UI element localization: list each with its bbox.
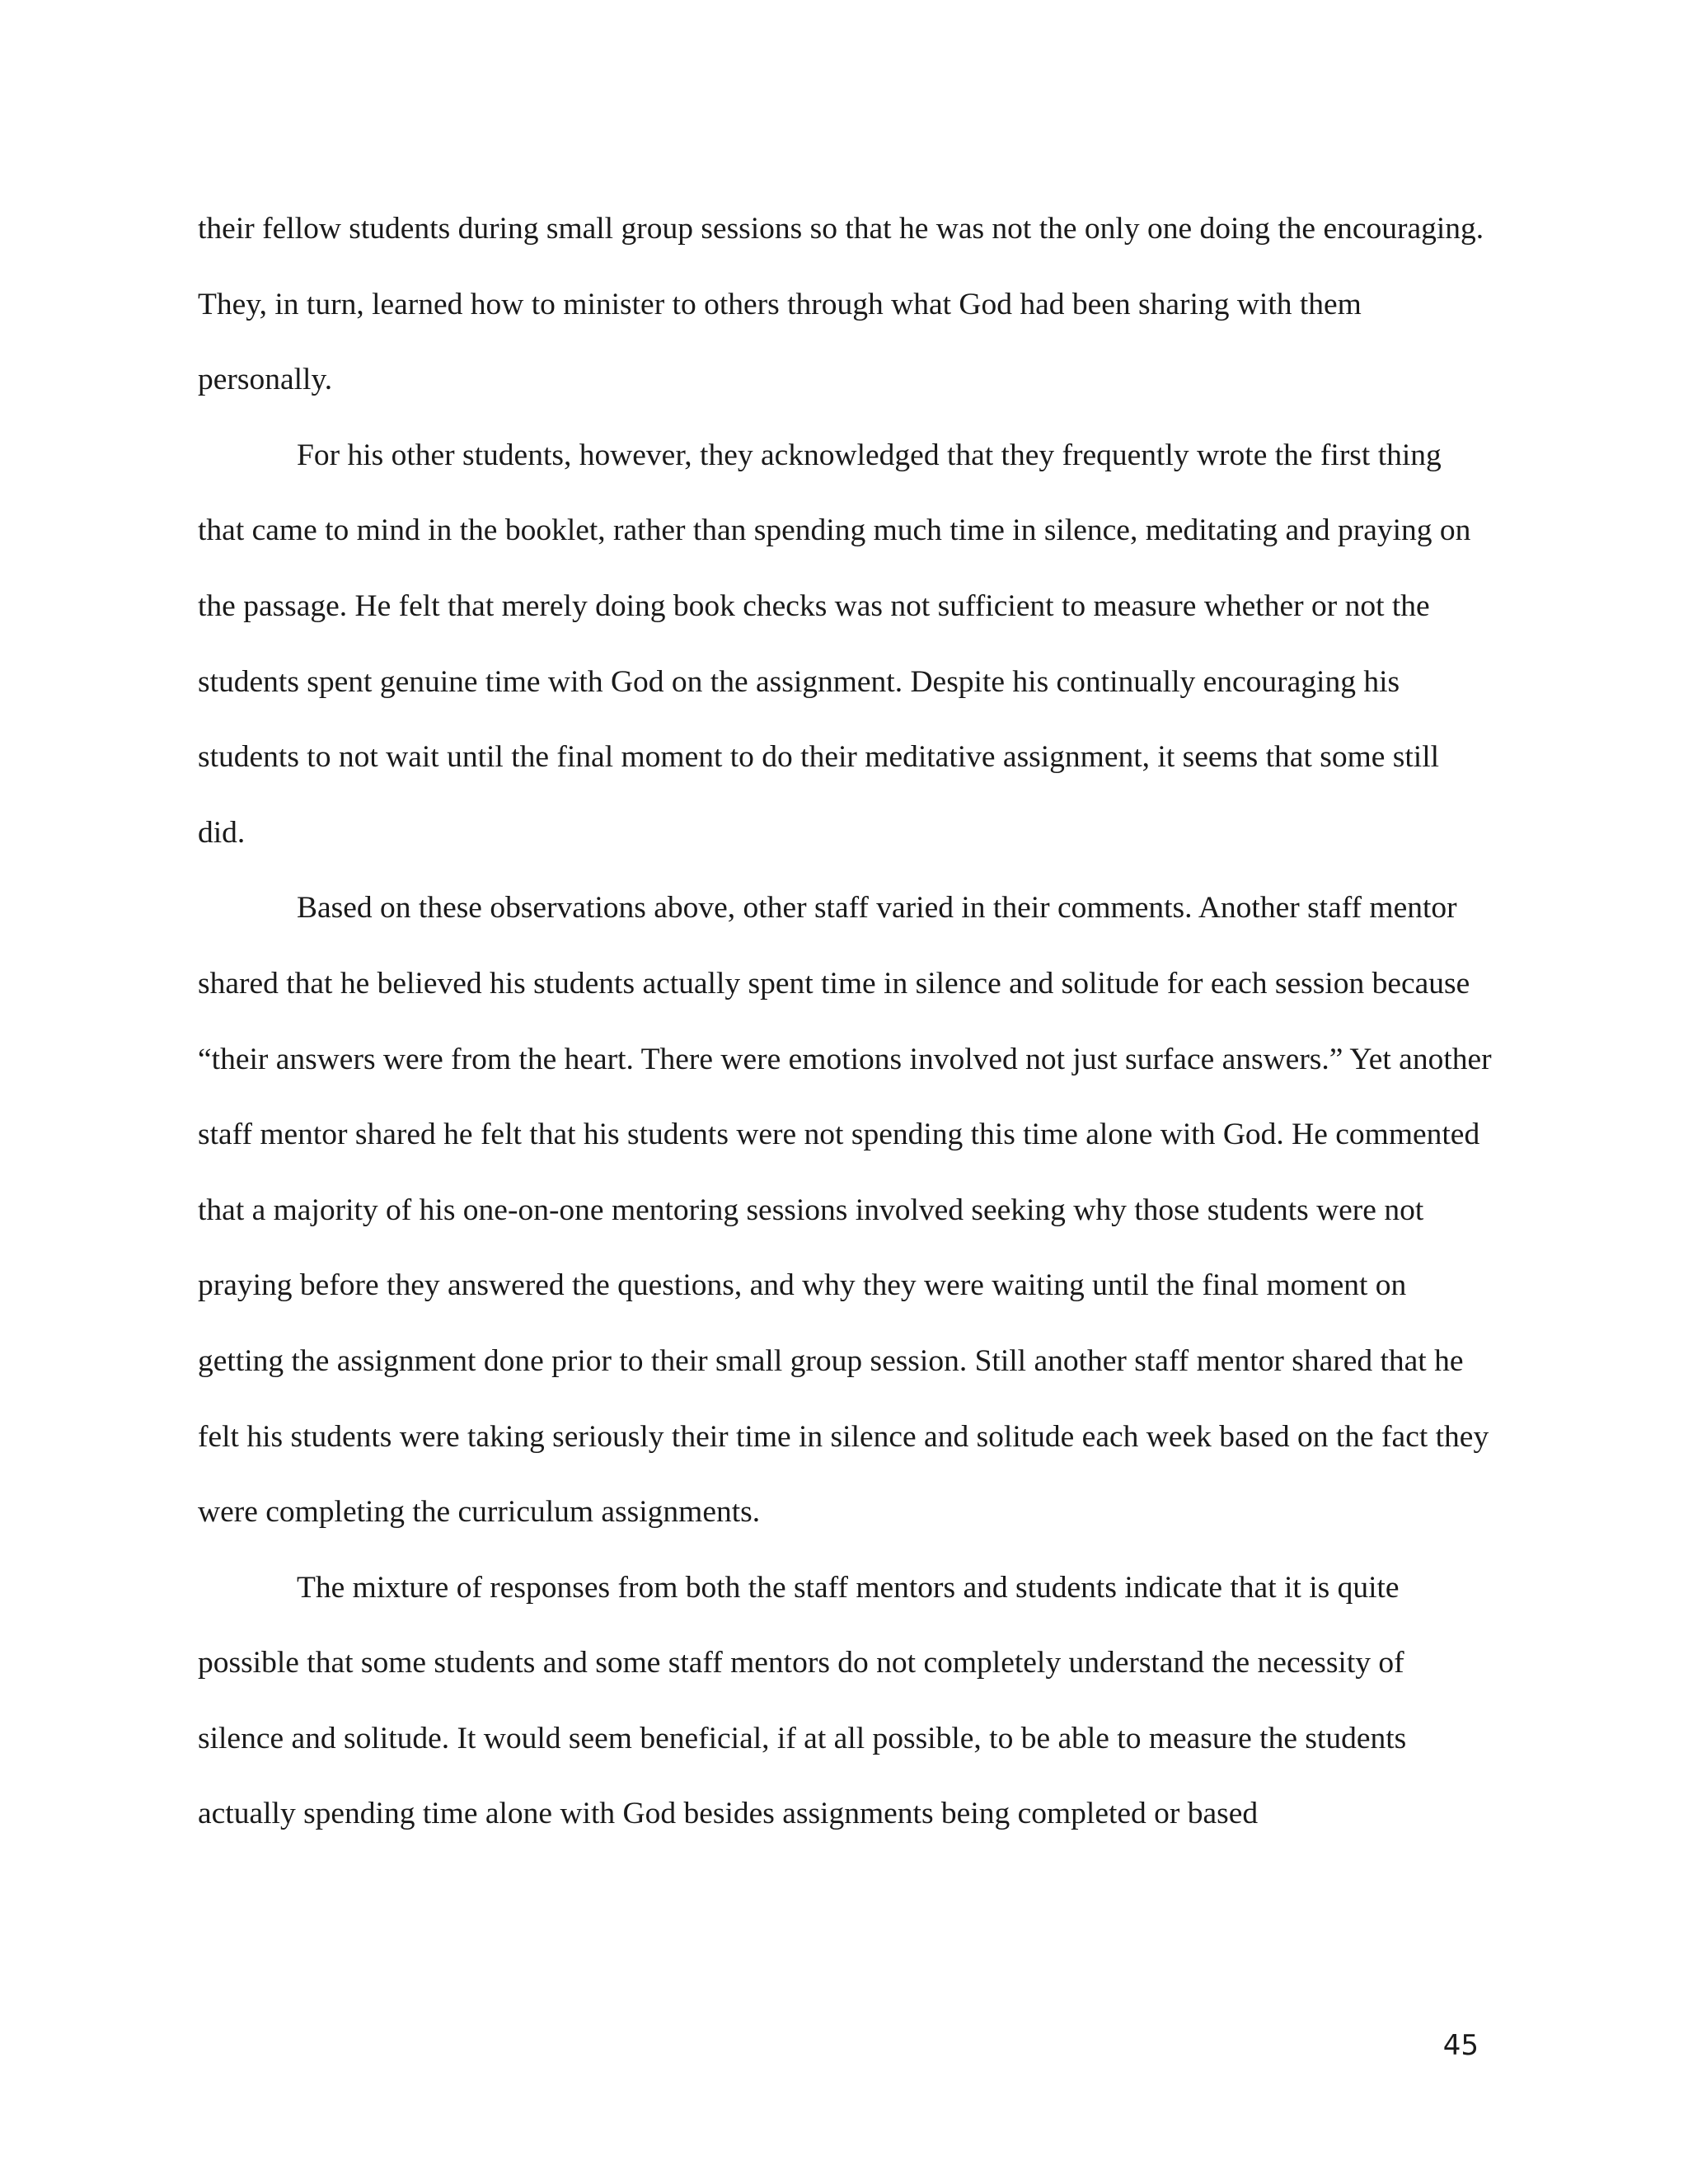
paragraph: Based on these observations above, other staff varied in their comments. Another staff mentor shared that he believed his students actually spent time in silence and solitude for each session because “their answers were from the heart. There were emotions involved not just surface answers.” Yet another staff mentor shared he felt that his students were not spending this time alone with God. He commented that a majority of his one-on-one mentoring sessions involved seeking why those students were not praying before they answered the questions, and why they were waiting until the final moment on getting the assignment done prior to their small group session. Still another staff mentor shared that he felt his students were taking seriously their time in silence and solitude each week based on the fact they were completing the curriculum assignments.: [198, 891, 1492, 1530]
body-text: [198, 191, 1492, 1852]
page-number: 45: [1442, 2029, 1479, 2062]
paragraph: The mixture of responses from both the staff mentors and students indicate that it is quite possible that some students and some staff mentors do not completely understand the necessity of silence and solitude. It would seem beneficial, if at all possible, to be able to measure the students actually spending time alone with God besides assignments being completed or based: [198, 1570, 1407, 1831]
paragraph: For his other students, however, they acknowledged that they frequently wrote the first thing that came to mind in the booklet, rather than spending much time in silence, meditating and praying on the passage. He felt that merely doing book checks was not sufficient to measure whether or not the students spent genuine time with God on the assignment. Despite his continually encouraging his students to not wait until the final moment to do their meditative assignment, it seems that some still did.: [198, 438, 1471, 850]
paragraph-continuation: their fellow students during small group sessions so that he was not the only one doing the encouraging. They, in turn, learned how to minister to others through what God had been sharing with them personally.: [198, 212, 1484, 397]
